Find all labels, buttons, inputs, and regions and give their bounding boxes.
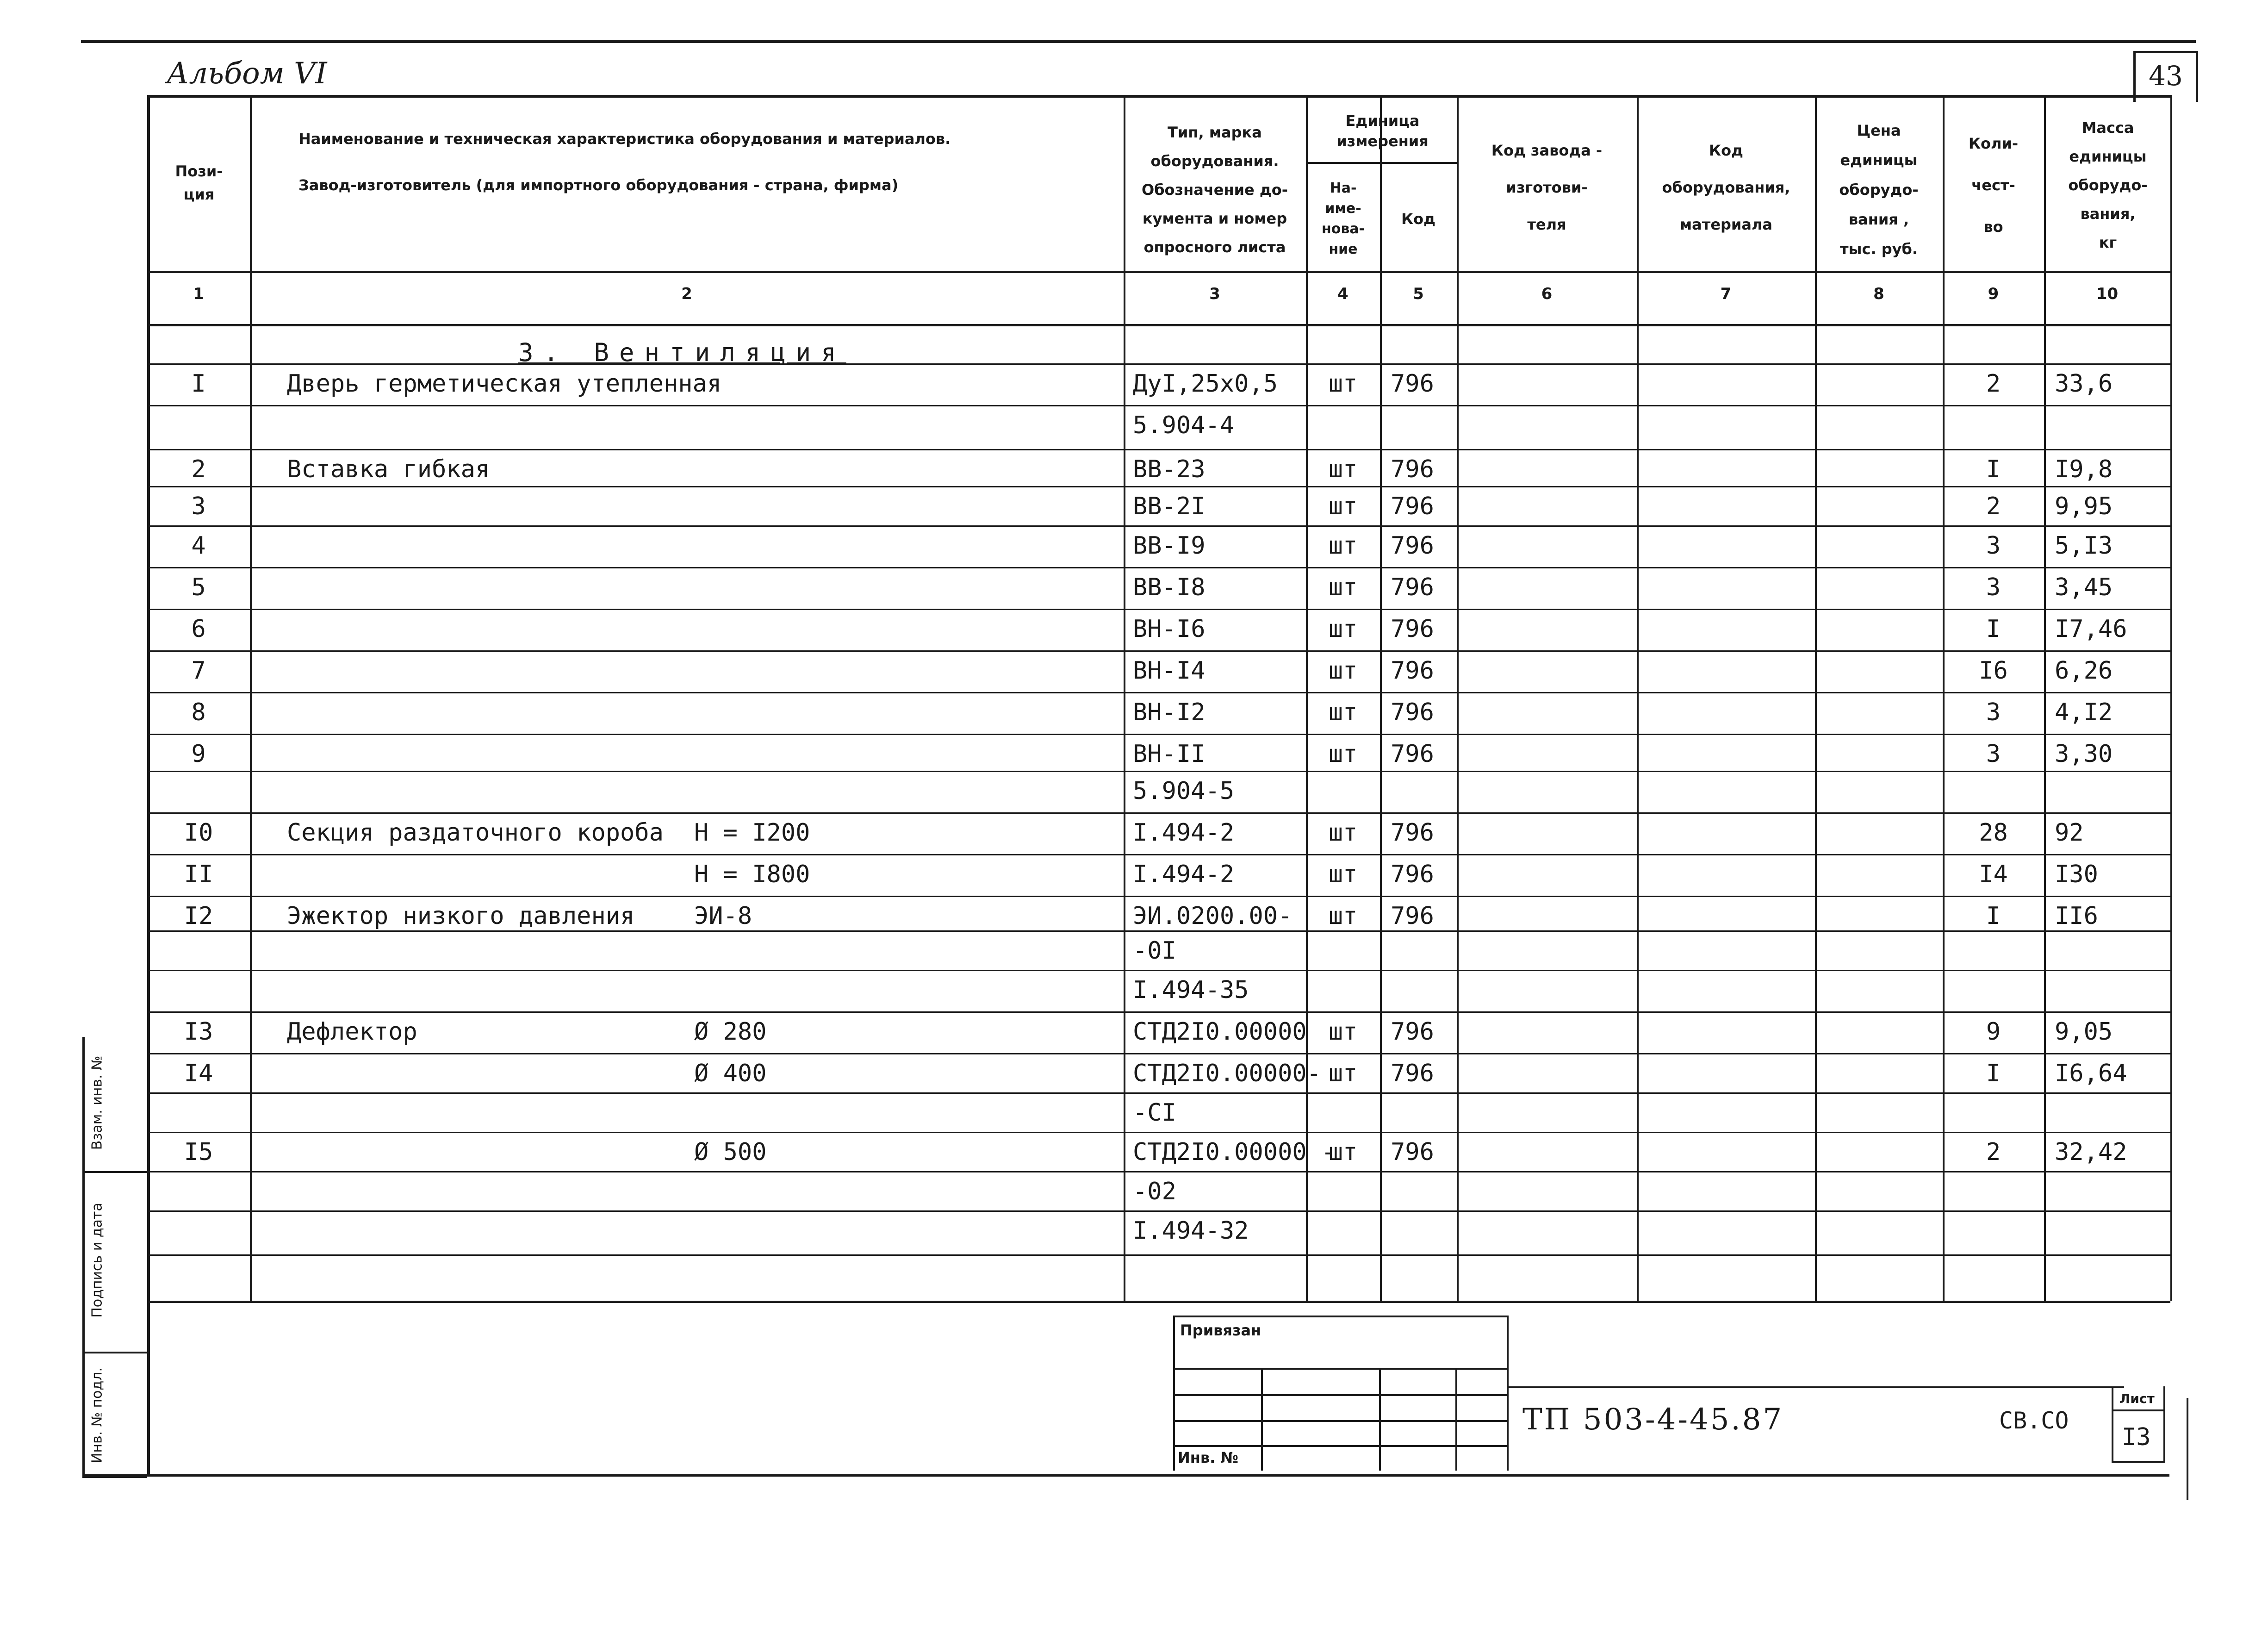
row-mass: 6,26 (2055, 657, 2113, 685)
row-quantity: 3 (1986, 698, 2001, 726)
stamp-row-3 (1173, 1420, 1509, 1422)
row-line-21 (147, 1210, 2170, 1212)
row-mass: I6,64 (2055, 1060, 2127, 1087)
row-quantity: 3 (1986, 574, 2001, 601)
row-position: 8 (191, 698, 206, 726)
header-factory-code: Код завода - изготови- теля (1491, 142, 1603, 233)
row-unit: шт (1328, 532, 1358, 560)
column-line-2 (1124, 95, 1125, 1301)
column-number-3: 3 (1209, 285, 1220, 303)
stamp-col-2 (1379, 1368, 1381, 1471)
column-number-2: 2 (681, 285, 692, 303)
row-position: I5 (184, 1138, 213, 1166)
column-line-7 (1815, 95, 1817, 1301)
row-unit-code: 796 (1391, 657, 1434, 685)
row-unit: шт (1328, 1018, 1358, 1046)
row-line-3 (147, 486, 2170, 487)
column-number-9: 9 (1988, 285, 1999, 303)
sheet-code: СВ.СО (1999, 1407, 2069, 1434)
row-mass: 3,30 (2055, 740, 2113, 768)
stamp-col-3 (1455, 1368, 1457, 1471)
row-mass: 33,6 (2055, 370, 2113, 398)
row-unit-code: 796 (1391, 615, 1434, 643)
row-unit: шт (1328, 1060, 1358, 1087)
row-spec: ЭИ-8 (694, 902, 752, 930)
column-number-7: 7 (1720, 285, 1732, 303)
row-line-8 (147, 692, 2170, 693)
row-quantity: I (1986, 455, 2001, 483)
header-name: Наименование и техническая характеристика оборудования и материалов. Завод-изготовитель (для импортного оборудования - страна, фирма) (298, 130, 951, 194)
row-unit-code: 796 (1391, 740, 1434, 768)
row-line-22 (147, 1254, 2170, 1256)
unit-group-line (1306, 162, 1457, 164)
row-unit: шт (1328, 455, 1358, 483)
row-unit-code: 796 (1391, 819, 1434, 847)
row-position: 4 (191, 532, 206, 560)
page-number-box-top (2133, 51, 2198, 53)
row-mass: I9,8 (2055, 455, 2113, 483)
stamp-left (1173, 1316, 1175, 1471)
row-type: ВВ-2I (1133, 493, 1205, 520)
column-number-10: 10 (2096, 285, 2119, 303)
row-unit: шт (1328, 902, 1358, 930)
row-type: СТД2I0.00000- (1133, 1060, 1321, 1087)
row-line-10 (147, 771, 2170, 772)
table-top-line (147, 95, 2170, 98)
sheet-box-mid (2112, 1409, 2165, 1411)
row-type: -02 (1133, 1178, 1176, 1205)
table-bottom-line (147, 1301, 2170, 1303)
row-type: ВН-I2 (1133, 698, 1205, 726)
row-quantity: 28 (1979, 819, 2008, 847)
column-line-6 (1637, 95, 1639, 1301)
column-number-8: 8 (1873, 285, 1884, 303)
row-position: 5 (191, 574, 206, 601)
row-unit: шт (1328, 574, 1358, 601)
row-type: ВН-II (1133, 740, 1205, 768)
row-line-14 (147, 930, 2170, 932)
column-number-line (147, 324, 2170, 326)
row-quantity: 2 (1986, 1138, 2001, 1166)
row-name: Эжектор низкого давления (287, 902, 635, 930)
row-unit: шт (1328, 615, 1358, 643)
row-line-18 (147, 1092, 2170, 1094)
row-position: I (191, 370, 206, 398)
row-line-0 (147, 363, 2170, 365)
row-name: Секция раздаточного короба (287, 819, 664, 847)
row-mass: 9,95 (2055, 493, 2113, 520)
header-type: Тип, марка оборудования. Обозначение до- кумента и номер опросного листа (1142, 124, 1288, 256)
column-line-5 (1457, 95, 1459, 1301)
row-name: Дверь герметическая утепленная (287, 370, 722, 398)
column-number-5: 5 (1413, 285, 1424, 303)
side-divider-1 (82, 1171, 147, 1173)
row-type: ВВ-I8 (1133, 574, 1205, 601)
header-mass: Масса единицы оборудо- вания, кг (2068, 119, 2148, 251)
row-mass: 32,42 (2055, 1138, 2127, 1166)
row-spec: Н = I200 (694, 819, 810, 847)
row-line-4 (147, 525, 2170, 527)
row-position: 7 (191, 657, 206, 685)
row-line-7 (147, 650, 2170, 652)
row-spec: Ø 500 (694, 1138, 767, 1166)
row-mass: 5,I3 (2055, 532, 2113, 560)
page-number: 43 (2149, 60, 2183, 92)
row-unit: шт (1328, 698, 1358, 726)
row-position: 9 (191, 740, 206, 768)
row-type: 5.904-5 (1133, 777, 1235, 805)
row-mass: 3,45 (2055, 574, 2113, 601)
header-equipment-code: Код оборудования, материала (1662, 142, 1790, 233)
row-unit: шт (1328, 819, 1358, 847)
side-label-signature-date: Подпись и дата (89, 1203, 106, 1318)
page-number-box-left (2133, 51, 2136, 102)
row-position: I0 (184, 819, 213, 847)
row-line-13 (147, 896, 2170, 897)
top-border (81, 40, 2196, 43)
stamp-bound-label: Привязан (1180, 1322, 1261, 1339)
row-quantity: I (1986, 1060, 2001, 1087)
row-unit-code: 796 (1391, 455, 1434, 483)
row-unit-code: 796 (1391, 698, 1434, 726)
row-quantity: 2 (1986, 370, 2001, 398)
row-line-5 (147, 567, 2170, 568)
column-number-6: 6 (1541, 285, 1553, 303)
row-type: -CI (1133, 1099, 1176, 1127)
row-unit: шт (1328, 740, 1358, 768)
sheet-box-left (2112, 1386, 2113, 1463)
row-quantity: 3 (1986, 740, 2001, 768)
stamp-inv-label: Инв. № (1178, 1449, 1238, 1466)
row-type: СТД2I0.00000 - (1133, 1138, 1336, 1166)
side-label-replacement: Взам. инв. № (89, 1055, 106, 1150)
row-unit: шт (1328, 861, 1358, 888)
sheet-label: Лист (2119, 1391, 2155, 1406)
row-line-6 (147, 609, 2170, 610)
row-unit: шт (1328, 493, 1358, 520)
row-unit-code: 796 (1391, 1018, 1434, 1046)
row-mass: 92 (2055, 819, 2084, 847)
row-position: 6 (191, 615, 206, 643)
stamp-col-1 (1261, 1368, 1263, 1471)
row-type: ВН-I4 (1133, 657, 1205, 685)
row-unit: шт (1328, 370, 1358, 398)
doc-code-line (1509, 1386, 2124, 1388)
row-spec: Н = I800 (694, 861, 810, 888)
row-unit-code: 796 (1391, 1060, 1434, 1087)
header-position: Пози- ция (175, 162, 223, 203)
header-unit-name: На- име- нова- ние (1321, 180, 1365, 257)
column-line-4 (1380, 95, 1382, 1301)
row-quantity: 3 (1986, 532, 2001, 560)
row-line-19 (147, 1132, 2170, 1133)
row-mass: 9,05 (2055, 1018, 2113, 1046)
row-spec: Ø 400 (694, 1060, 767, 1087)
row-position: 3 (191, 493, 206, 520)
side-label-inventory: Инв. № подл. (89, 1367, 106, 1463)
column-line-8 (1943, 95, 1945, 1301)
stamp-row-4 (1173, 1445, 1509, 1447)
row-type: I.494-32 (1133, 1217, 1249, 1245)
row-type: I.494-2 (1133, 819, 1235, 847)
row-position: I2 (184, 902, 213, 930)
row-unit-code: 796 (1391, 370, 1434, 398)
row-unit-code: 796 (1391, 902, 1434, 930)
right-border-tail (2187, 1398, 2188, 1500)
row-position: II (184, 861, 213, 888)
header-price: Цена единицы оборудо- вания , тыс. руб. (1839, 122, 1919, 258)
row-position: 2 (191, 455, 206, 483)
row-quantity: I (1986, 615, 2001, 643)
row-type: ДуI,25x0,5 (1133, 370, 1278, 398)
row-line-17 (147, 1053, 2170, 1054)
row-quantity: I6 (1979, 657, 2008, 685)
album-label: Альбом VI (167, 56, 327, 91)
row-line-20 (147, 1171, 2170, 1172)
row-line-11 (147, 812, 2170, 814)
section-title: 3. Вентиляция (518, 338, 846, 367)
bottom-border (82, 1474, 2169, 1477)
row-line-12 (147, 854, 2170, 855)
stamp-right (1507, 1316, 1509, 1471)
row-unit-code: 796 (1391, 493, 1434, 520)
row-name: Вставка гибкая (287, 455, 490, 483)
row-type: I.494-35 (1133, 976, 1249, 1004)
column-line-1 (250, 95, 252, 1301)
row-type: ВН-I6 (1133, 615, 1205, 643)
row-type: ВВ-23 (1133, 455, 1205, 483)
row-unit: шт (1328, 1138, 1358, 1166)
row-position: I3 (184, 1018, 213, 1046)
row-line-9 (147, 734, 2170, 735)
row-line-1 (147, 405, 2170, 406)
row-type: ЭИ.0200.00- (1133, 902, 1292, 930)
row-quantity: I4 (1979, 861, 2008, 888)
row-name: Дефлектор (287, 1018, 417, 1046)
row-line-16 (147, 1011, 2170, 1013)
row-unit-code: 796 (1391, 532, 1434, 560)
stamp-row-1 (1173, 1368, 1509, 1370)
column-number-4: 4 (1337, 285, 1348, 303)
sheet-number: I3 (2122, 1423, 2151, 1451)
row-type: ВВ-I9 (1133, 532, 1205, 560)
row-type: СТД2I0.00000 (1133, 1018, 1307, 1046)
row-spec: Ø 280 (694, 1018, 767, 1046)
row-unit-code: 796 (1391, 1138, 1434, 1166)
column-number-1: 1 (193, 285, 204, 303)
row-mass: 4,I2 (2055, 698, 2113, 726)
row-quantity: 2 (1986, 493, 2001, 520)
row-type: I.494-2 (1133, 861, 1235, 888)
side-strip-left (82, 1037, 85, 1477)
sheet-box-bottom (2112, 1461, 2165, 1463)
row-line-2 (147, 449, 2170, 450)
column-line-9 (2044, 95, 2046, 1301)
row-unit-code: 796 (1391, 574, 1434, 601)
row-mass: I30 (2055, 861, 2098, 888)
header-quantity: Коли- чест- во (1968, 135, 2019, 236)
header-unit-code: Код (1401, 210, 1435, 228)
page-number-box-right (2196, 51, 2198, 102)
row-type: 5.904-4 (1133, 412, 1235, 439)
row-quantity: 9 (1986, 1018, 2001, 1046)
document-code: ТП 503-4-45.87 (1522, 1403, 1784, 1437)
row-quantity: I (1986, 902, 2001, 930)
stamp-row-2 (1173, 1394, 1509, 1396)
row-mass: II6 (2055, 902, 2098, 930)
sheet-box-right (2163, 1386, 2165, 1463)
header-unit-group: Единица измерения (1336, 112, 1429, 150)
row-mass: I7,46 (2055, 615, 2127, 643)
row-type: -0I (1133, 937, 1176, 965)
row-line-15 (147, 970, 2170, 971)
stamp-top (1173, 1316, 1509, 1317)
row-position: I4 (184, 1060, 213, 1087)
row-unit-code: 796 (1391, 861, 1434, 888)
column-line-3 (1306, 95, 1308, 1301)
row-unit: шт (1328, 657, 1358, 685)
column-line-10 (2170, 95, 2172, 1301)
